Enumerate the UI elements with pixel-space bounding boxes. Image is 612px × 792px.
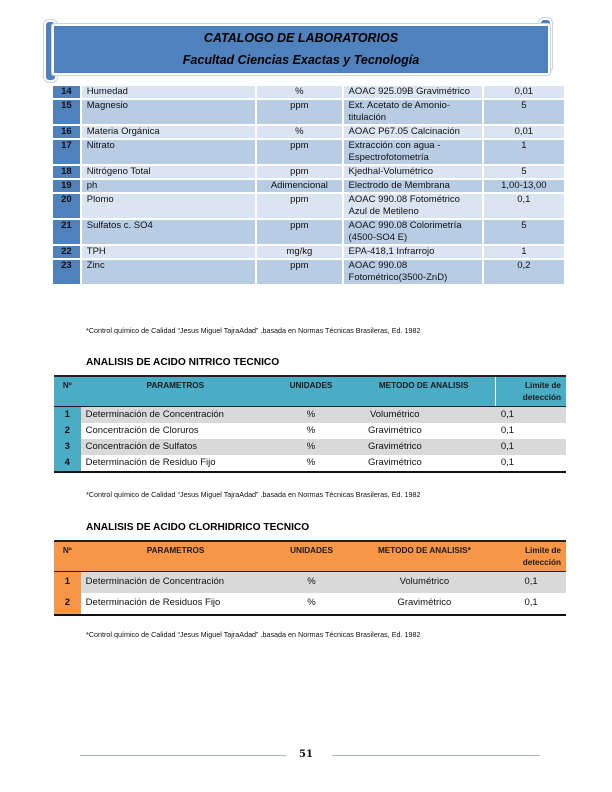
table-header-row (54, 376, 566, 407)
table-row (53, 165, 565, 179)
limit-cell: 0,01 (483, 125, 565, 139)
unit-cell: % (270, 572, 352, 594)
unit-cell: ppm (256, 99, 342, 125)
method-cell: Gravimétrico (352, 455, 496, 472)
col-header-unit: UNIDADES (270, 376, 352, 407)
footnote: *Control químico de Calidad “Jesus Miguel TajraAdad” .basada en Normas Técnicas Brasileras, Ed. 1982 (86, 326, 421, 335)
row-number: 14 (53, 86, 81, 99)
param-cell: Nitrato (81, 139, 256, 165)
unit-cell: Adimencional (256, 179, 342, 193)
row-number: 3 (54, 439, 81, 455)
unit-cell: % (270, 439, 352, 455)
param-cell: Humedad (81, 86, 256, 99)
method-cell: AOAC 990.08 Fotométrico Azul de Metileno (343, 193, 483, 219)
row-number: 21 (53, 219, 81, 245)
col-header-param: PARAMETROS (81, 541, 271, 572)
limit-cell: 0,1 (496, 593, 566, 615)
section-title-nitric: ANALISIS DE ACIDO NITRICO TECNICO (86, 357, 280, 368)
param-cell: Plomo (81, 193, 256, 219)
limit-cell: 0,1 (496, 572, 566, 594)
unit-cell: % (270, 407, 352, 424)
table-row (53, 125, 565, 139)
method-cell: Ext. Acetato de Amonio-titulación (343, 99, 483, 125)
unit-cell: % (270, 455, 352, 472)
col-header-method: METODO DE ANALISIS* (353, 541, 497, 572)
table-row (54, 455, 566, 472)
row-number: 4 (54, 455, 81, 472)
row-number: 19 (53, 179, 81, 193)
col-header-number: Nº (54, 376, 81, 407)
limit-cell: 1 (483, 245, 565, 259)
row-number: 16 (53, 125, 81, 139)
method-cell: Gravimétrico (353, 593, 497, 615)
limit-cell: 0,1 (496, 423, 566, 439)
limit-cell: 5 (483, 165, 565, 179)
col-header-limit: Limite de detección (496, 376, 566, 407)
col-header-unit: UNIDADES (270, 541, 352, 572)
row-number: 2 (54, 423, 81, 439)
method-cell: Volumétrico (352, 407, 496, 424)
col-header-method: METODO DE ANALISIS (352, 376, 496, 407)
table-row (53, 99, 565, 125)
method-cell: Kjedhal-Volumétrico (343, 165, 483, 179)
param-cell: Zinc (81, 259, 256, 285)
row-number: 23 (53, 259, 81, 285)
footnote: *Control químico de Calidad “Jesus Miguel TajraAdad” .basada en Normas Técnicas Brasileras, Ed. 1982 (86, 630, 421, 639)
param-cell: Determinación de Concentración (81, 407, 270, 424)
row-number: 2 (54, 593, 81, 615)
limit-cell: 0,1 (496, 455, 566, 472)
method-cell: AOAC 925.09B Gravimétrico (343, 86, 483, 99)
unit-cell: % (270, 593, 352, 615)
table-row (54, 593, 566, 615)
col-header-limit: Limite de detección (496, 541, 566, 572)
param-cell: Determinación de Residuo Fijo (81, 455, 270, 472)
table-row (53, 179, 565, 193)
param-cell: Determinación de Residuos Fijo (81, 593, 271, 615)
table-row (53, 86, 565, 99)
table-row (54, 439, 566, 455)
page-title: CATALOGO DE LABORATORIOS (203, 31, 399, 45)
table-row (54, 407, 566, 424)
table-row (53, 193, 565, 219)
method-cell: Extracción con agua - Espectrofotometría (343, 139, 483, 165)
row-number: 22 (53, 245, 81, 259)
limit-cell: 0,1 (496, 439, 566, 455)
param-cell: TPH (81, 245, 256, 259)
method-cell: AOAC P67.05 Calcinación (343, 125, 483, 139)
unit-cell: ppm (256, 193, 342, 219)
page-subtitle: Facultad Ciencias Exactas y Tecnología (182, 53, 420, 67)
limit-cell: 5 (483, 99, 565, 125)
row-number: 15 (53, 99, 81, 125)
param-cell: Materia Orgánica (81, 125, 256, 139)
param-cell: ph (81, 179, 256, 193)
method-cell: Gravimétrico (352, 439, 496, 455)
footnote: *Control químico de Calidad “Jesus Miguel TajraAdad” .basada en Normas Técnicas Brasileras, Ed. 1982 (86, 490, 421, 499)
table-header-row (54, 541, 566, 572)
limit-cell: 5 (483, 219, 565, 245)
unit-cell: ppm (256, 259, 342, 285)
limit-cell: 0,1 (496, 407, 566, 424)
method-cell: Gravimétrico (352, 423, 496, 439)
col-header-number: Nº (54, 541, 81, 572)
table-row (53, 139, 565, 165)
unit-cell: % (256, 86, 342, 99)
footer-rule-right (332, 755, 540, 756)
limit-cell: 0,01 (483, 86, 565, 99)
table-row (54, 572, 566, 594)
banner-body (52, 24, 550, 75)
page-number: 51 (299, 749, 313, 760)
param-cell: Determinación de Concentración (81, 572, 271, 594)
row-number: 1 (54, 572, 81, 594)
method-cell: EPA-418,1 Infrarrojo (343, 245, 483, 259)
row-number: 1 (54, 407, 81, 424)
unit-cell: ppm (256, 139, 342, 165)
limit-cell: 1 (483, 139, 565, 165)
limit-cell: 0,1 (483, 193, 565, 219)
row-number: 18 (53, 165, 81, 179)
unit-cell: % (256, 125, 342, 139)
limit-cell: 0,2 (483, 259, 565, 285)
unit-cell: mg/kg (256, 245, 342, 259)
table-row (53, 219, 565, 245)
param-cell: Nitrógeno Total (81, 165, 256, 179)
method-cell: Volumétrico (353, 572, 497, 594)
section-title-hcl: ANALISIS DE ACIDO CLORHIDRICO TECNICO (86, 522, 310, 533)
method-cell: AOAC 990.08 Colorimetría (4500-SO4 E) (343, 219, 483, 245)
row-number: 20 (53, 193, 81, 219)
header-banner (44, 18, 552, 78)
unit-cell: ppm (256, 219, 342, 245)
table-row (53, 259, 565, 285)
table-row (54, 423, 566, 439)
nitric-acid-table (54, 375, 566, 473)
unit-cell: % (270, 423, 352, 439)
col-header-param: PARAMETROS (81, 376, 270, 407)
param-cell: Magnesio (81, 99, 256, 125)
analysis-table-main (53, 86, 566, 286)
limit-cell: 1,00-13,00 (483, 179, 565, 193)
table-row (53, 245, 565, 259)
method-cell: AOAC 990.08 Fotométrico(3500-ZnD) (343, 259, 483, 285)
hcl-acid-table (54, 540, 566, 616)
row-number: 17 (53, 139, 81, 165)
param-cell: Sulfatos c. SO4 (81, 219, 256, 245)
unit-cell: ppm (256, 165, 342, 179)
param-cell: Concentración de Sulfatos (81, 439, 270, 455)
param-cell: Concentración de Cloruros (81, 423, 270, 439)
footer-rule-left (80, 755, 286, 756)
method-cell: Electrodo de Membrana (343, 179, 483, 193)
